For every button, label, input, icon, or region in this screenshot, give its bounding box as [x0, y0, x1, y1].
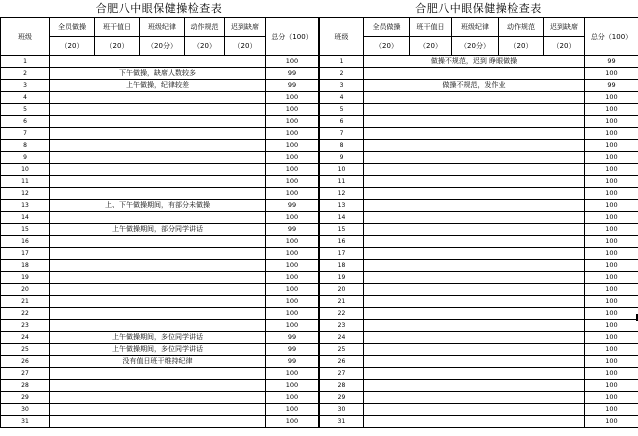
- total-score: 100: [585, 104, 638, 116]
- table-row: [320, 188, 638, 200]
- class-number: 13: [320, 200, 364, 212]
- class-number: 14: [320, 212, 364, 224]
- remark-cell: [364, 188, 585, 200]
- total-score: 100: [266, 284, 319, 296]
- table-row: [320, 212, 638, 224]
- class-number: 16: [1, 236, 50, 248]
- remark-cell: 上午做操期间，多位同学讲话: [50, 332, 266, 344]
- class-number: 24: [1, 332, 50, 344]
- class-number: 15: [320, 224, 364, 236]
- remark-cell: [50, 272, 266, 284]
- remark-cell: [50, 404, 266, 416]
- class-number: 22: [1, 308, 50, 320]
- total-score: 99: [266, 344, 319, 356]
- class-number: 12: [320, 188, 364, 200]
- remark-cell: [364, 212, 585, 224]
- total-score: 100: [266, 380, 319, 392]
- remark-cell: [50, 380, 266, 392]
- table-row: [1, 200, 319, 212]
- remark-cell: [364, 116, 585, 128]
- total-score: 100: [585, 224, 638, 236]
- header-points: （20）: [50, 37, 95, 56]
- table-row: [1, 152, 319, 164]
- table-row: [1, 260, 319, 272]
- total-score: 100: [266, 416, 319, 428]
- remark-cell: [364, 68, 585, 80]
- class-number: 10: [1, 164, 50, 176]
- class-number: 31: [1, 416, 50, 428]
- table-row: [320, 56, 638, 68]
- remark-cell: [364, 308, 585, 320]
- total-score: 99: [266, 68, 319, 80]
- class-number: 2: [320, 68, 364, 80]
- table-row: [1, 392, 319, 404]
- total-score: 100: [585, 176, 638, 188]
- total-score: 100: [266, 296, 319, 308]
- total-score: 100: [585, 272, 638, 284]
- table-row: [1, 404, 319, 416]
- table-row: [1, 212, 319, 224]
- table-row: [1, 380, 319, 392]
- total-score: 100: [266, 176, 319, 188]
- header-late: 迟到缺席: [544, 18, 585, 37]
- header-discipline: 班级纪律: [452, 18, 499, 37]
- table-row: [320, 260, 638, 272]
- header-total: 总分（100）: [585, 18, 638, 56]
- total-score: 100: [585, 116, 638, 128]
- class-number: 12: [1, 188, 50, 200]
- remark-cell: [50, 308, 266, 320]
- table-row: [1, 188, 319, 200]
- remark-cell: [50, 176, 266, 188]
- total-score: 100: [266, 260, 319, 272]
- class-number: 1: [1, 56, 50, 68]
- total-score: 100: [266, 140, 319, 152]
- table-row: [320, 164, 638, 176]
- class-number: 16: [320, 236, 364, 248]
- class-number: 10: [320, 164, 364, 176]
- total-score: 100: [585, 68, 638, 80]
- remark-cell: [364, 404, 585, 416]
- remark-cell: [50, 140, 266, 152]
- class-number: 29: [320, 392, 364, 404]
- class-number: 6: [320, 116, 364, 128]
- class-number: 29: [1, 392, 50, 404]
- table-row: [320, 248, 638, 260]
- total-score: 100: [266, 392, 319, 404]
- class-number: 6: [1, 116, 50, 128]
- class-number: 1: [320, 56, 364, 68]
- total-score: 100: [266, 320, 319, 332]
- total-score: 100: [266, 128, 319, 140]
- total-score: 100: [266, 152, 319, 164]
- table-row: [1, 332, 319, 344]
- total-score: 100: [266, 104, 319, 116]
- table-row: [1, 368, 319, 380]
- remark-cell: [50, 212, 266, 224]
- class-number: 13: [1, 200, 50, 212]
- table-row: [320, 128, 638, 140]
- table-row: [1, 284, 319, 296]
- class-number: 23: [320, 320, 364, 332]
- inspection-table: [319, 17, 638, 428]
- table-row: [320, 392, 638, 404]
- table-row: [320, 104, 638, 116]
- table-row: [1, 296, 319, 308]
- total-score: 99: [266, 356, 319, 368]
- table-row: [1, 248, 319, 260]
- table-row: [320, 356, 638, 368]
- total-score: 100: [266, 308, 319, 320]
- header-duty: 班干值日: [410, 18, 452, 37]
- remark-cell: [364, 164, 585, 176]
- remark-cell: [364, 416, 585, 428]
- table-row: [1, 104, 319, 116]
- remark-cell: [50, 188, 266, 200]
- class-number: 26: [1, 356, 50, 368]
- total-score: 100: [585, 248, 638, 260]
- class-number: 27: [320, 368, 364, 380]
- remark-cell: [50, 92, 266, 104]
- total-score: 100: [585, 236, 638, 248]
- remark-cell: [50, 248, 266, 260]
- table-row: [320, 320, 638, 332]
- table-row: [1, 140, 319, 152]
- total-score: 100: [585, 200, 638, 212]
- table-row: [320, 284, 638, 296]
- header-class: 班级: [320, 18, 364, 56]
- remark-cell: [364, 392, 585, 404]
- remark-cell: [50, 320, 266, 332]
- remark-cell: [364, 200, 585, 212]
- class-number: 11: [1, 176, 50, 188]
- class-number: 18: [320, 260, 364, 272]
- table-row: [320, 80, 638, 92]
- table-row: [1, 356, 319, 368]
- total-score: 100: [585, 284, 638, 296]
- remark-cell: [364, 176, 585, 188]
- right-inspection-sheet: [319, 0, 638, 428]
- total-score: 100: [585, 260, 638, 272]
- table-row: [320, 224, 638, 236]
- table-row: [320, 92, 638, 104]
- table-row: [1, 68, 319, 80]
- class-number: 5: [1, 104, 50, 116]
- remark-cell: [364, 128, 585, 140]
- remark-cell: [364, 344, 585, 356]
- total-score: 99: [266, 80, 319, 92]
- class-number: 3: [320, 80, 364, 92]
- class-number: 5: [320, 104, 364, 116]
- table-row: [1, 128, 319, 140]
- table-row: [320, 416, 638, 428]
- class-number: 19: [320, 272, 364, 284]
- total-score: 100: [266, 188, 319, 200]
- class-number: 4: [1, 92, 50, 104]
- remark-cell: [50, 368, 266, 380]
- remark-cell: [50, 56, 266, 68]
- remark-cell: [364, 320, 585, 332]
- class-number: 28: [1, 380, 50, 392]
- remark-cell: 没有值日班干维持纪律: [50, 356, 266, 368]
- remark-cell: [50, 116, 266, 128]
- total-score: 100: [266, 164, 319, 176]
- header-points: （20）: [544, 37, 585, 56]
- header-class: 班级: [1, 18, 50, 56]
- class-number: 8: [320, 140, 364, 152]
- class-number: 9: [320, 152, 364, 164]
- table-row: [1, 416, 319, 428]
- table-row: [320, 116, 638, 128]
- class-number: 9: [1, 152, 50, 164]
- table-row: [1, 116, 319, 128]
- remark-cell: [50, 164, 266, 176]
- table-row: [1, 320, 319, 332]
- total-score: 99: [266, 332, 319, 344]
- header-total: 总分（100）: [266, 18, 319, 56]
- table-row: [320, 152, 638, 164]
- table-row: [320, 140, 638, 152]
- table-row: [1, 224, 319, 236]
- table-row: [1, 344, 319, 356]
- remark-cell: [364, 260, 585, 272]
- total-score: 100: [585, 188, 638, 200]
- left-inspection-sheet: [0, 0, 318, 428]
- table-row: [1, 164, 319, 176]
- total-score: 100: [585, 92, 638, 104]
- class-number: 25: [320, 344, 364, 356]
- header-motion: 动作规范: [185, 18, 225, 37]
- total-score: 100: [266, 368, 319, 380]
- table-row: [1, 80, 319, 92]
- total-score: 99: [266, 224, 319, 236]
- header-points: （20分）: [452, 37, 499, 56]
- total-score: 100: [585, 296, 638, 308]
- header-points: （20）: [499, 37, 544, 56]
- class-number: 20: [1, 284, 50, 296]
- remark-cell: 上午做操期间，多位同学讲话: [50, 344, 266, 356]
- remark-cell: 上午做操期间，部分同学讲话: [50, 224, 266, 236]
- total-score: 100: [585, 332, 638, 344]
- class-number: 11: [320, 176, 364, 188]
- table-row: [320, 368, 638, 380]
- remark-cell: [364, 140, 585, 152]
- total-score: 100: [585, 164, 638, 176]
- total-score: 100: [585, 344, 638, 356]
- remark-cell: [364, 368, 585, 380]
- remark-cell: [364, 272, 585, 284]
- remark-cell: [50, 296, 266, 308]
- table-row: [320, 200, 638, 212]
- sheet-title: 合肥八中眼保健操检查表: [415, 2, 542, 15]
- class-number: 20: [320, 284, 364, 296]
- total-score: 100: [585, 320, 638, 332]
- header-discipline: 班级纪律: [140, 18, 185, 37]
- class-number: 3: [1, 80, 50, 92]
- remark-cell: 做操不规范，迟到 睁眼做操: [364, 56, 585, 68]
- table-row: [1, 308, 319, 320]
- table-row: [1, 92, 319, 104]
- table-row: [320, 332, 638, 344]
- total-score: 100: [585, 404, 638, 416]
- header-all-exercise: 全员做操: [364, 18, 410, 37]
- total-score: 100: [585, 368, 638, 380]
- header-points: （20）: [225, 37, 266, 56]
- remark-cell: [364, 332, 585, 344]
- header-duty: 班干值日: [95, 18, 140, 37]
- table-row: [1, 236, 319, 248]
- remark-cell: [50, 416, 266, 428]
- class-number: 18: [1, 260, 50, 272]
- class-number: 27: [1, 368, 50, 380]
- total-score: 100: [266, 404, 319, 416]
- class-number: 7: [320, 128, 364, 140]
- total-score: 100: [585, 356, 638, 368]
- total-score: 100: [585, 212, 638, 224]
- remark-cell: [364, 380, 585, 392]
- remark-cell: [50, 128, 266, 140]
- total-score: 100: [585, 392, 638, 404]
- class-number: 8: [1, 140, 50, 152]
- class-number: 22: [320, 308, 364, 320]
- class-number: 17: [1, 248, 50, 260]
- class-number: 14: [1, 212, 50, 224]
- remark-cell: [364, 284, 585, 296]
- remark-cell: 下午做操，缺席人数较多: [50, 68, 266, 80]
- sheet-title: 合肥八中眼保健操检查表: [95, 2, 223, 15]
- table-row: [1, 272, 319, 284]
- class-number: 4: [320, 92, 364, 104]
- inspection-table: [0, 17, 319, 428]
- remark-cell: 上、下午做操期间，有部分未做操: [50, 200, 266, 212]
- total-score: 100: [585, 416, 638, 428]
- remark-cell: [50, 236, 266, 248]
- header-motion: 动作规范: [499, 18, 544, 37]
- remark-cell: [364, 296, 585, 308]
- total-score: 99: [585, 56, 638, 68]
- remark-cell: [50, 104, 266, 116]
- remark-cell: 做操不规范，发作业: [364, 80, 585, 92]
- total-score: 100: [266, 116, 319, 128]
- table-row: [320, 404, 638, 416]
- class-number: 21: [1, 296, 50, 308]
- table-row: [320, 272, 638, 284]
- remark-cell: [364, 248, 585, 260]
- header-points: （20）: [364, 37, 410, 56]
- class-number: 31: [320, 416, 364, 428]
- class-number: 19: [1, 272, 50, 284]
- class-number: 28: [320, 380, 364, 392]
- class-number: 30: [1, 404, 50, 416]
- remark-cell: [364, 92, 585, 104]
- header-points: （20分）: [140, 37, 185, 56]
- remark-cell: [364, 224, 585, 236]
- remark-cell: [364, 356, 585, 368]
- class-number: 24: [320, 332, 364, 344]
- total-score: 100: [266, 212, 319, 224]
- class-number: 15: [1, 224, 50, 236]
- header-points: （20）: [95, 37, 140, 56]
- table-row: [320, 344, 638, 356]
- class-number: 26: [320, 356, 364, 368]
- table-row: [1, 56, 319, 68]
- total-score: 99: [585, 80, 638, 92]
- remark-cell: [50, 284, 266, 296]
- remark-cell: [364, 152, 585, 164]
- total-score: 100: [266, 236, 319, 248]
- total-score: 100: [266, 248, 319, 260]
- class-number: 23: [1, 320, 50, 332]
- remark-cell: [364, 236, 585, 248]
- remark-cell: 上午做操，纪律较差: [50, 80, 266, 92]
- total-score: 100: [585, 128, 638, 140]
- total-score: 100: [266, 56, 319, 68]
- remark-cell: [364, 104, 585, 116]
- table-row: [320, 68, 638, 80]
- class-number: 2: [1, 68, 50, 80]
- header-points: （20）: [410, 37, 452, 56]
- class-number: 25: [1, 344, 50, 356]
- total-score: 100: [585, 140, 638, 152]
- class-number: 17: [320, 248, 364, 260]
- class-number: 7: [1, 128, 50, 140]
- header-late: 迟到缺席: [225, 18, 266, 37]
- total-score: 100: [585, 308, 638, 320]
- total-score: 99: [266, 200, 319, 212]
- header-all-exercise: 全员做操: [50, 18, 95, 37]
- class-number: 30: [320, 404, 364, 416]
- table-row: [320, 380, 638, 392]
- remark-cell: [50, 152, 266, 164]
- total-score: 100: [585, 152, 638, 164]
- total-score: 100: [585, 380, 638, 392]
- table-row: [320, 176, 638, 188]
- remark-cell: [50, 392, 266, 404]
- remark-cell: [50, 260, 266, 272]
- total-score: 100: [266, 92, 319, 104]
- table-row: [320, 308, 638, 320]
- total-score: 100: [266, 272, 319, 284]
- class-number: 21: [320, 296, 364, 308]
- table-row: [1, 176, 319, 188]
- header-points: （20）: [185, 37, 225, 56]
- table-row: [320, 236, 638, 248]
- table-row: [320, 296, 638, 308]
